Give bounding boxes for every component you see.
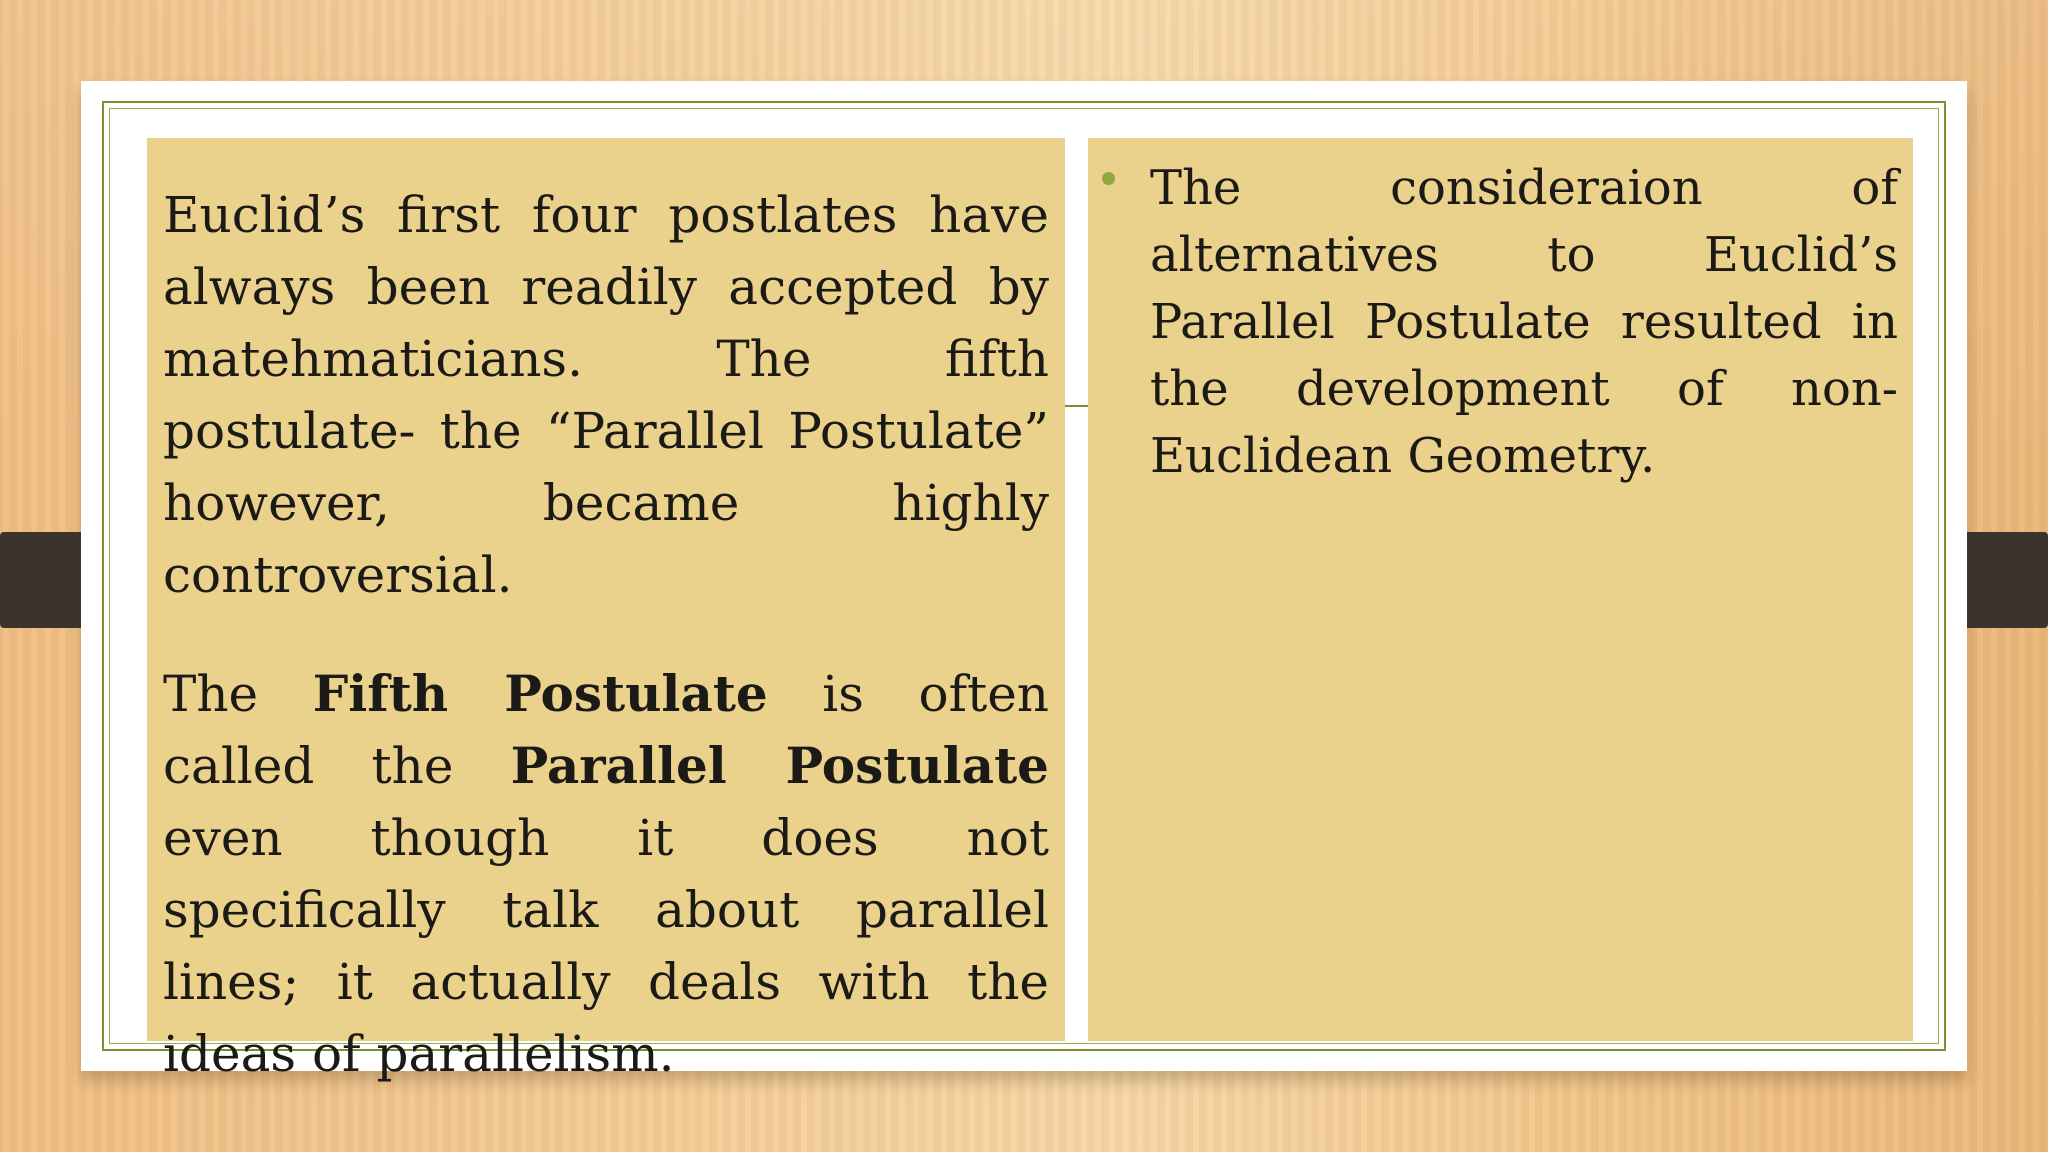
bold-term-parallel-postulate: Parallel Postulate bbox=[510, 736, 1049, 795]
paragraph-text-part: even though it does not specifically talk about parallel lines; it actually deals with the ideas of parallelism. bbox=[163, 809, 1049, 1083]
right-text-panel bbox=[1088, 138, 1913, 1041]
slide-card bbox=[81, 81, 1967, 1083]
paragraph-text-part: The bbox=[163, 665, 313, 723]
left-text-panel bbox=[147, 138, 1065, 1083]
paragraph-first-four-postulates: Euclid’s first four postlates have always been readily accepted by matehmaticians. The fifth postulate- the “Parallel Postulate” however, became highly controversial. bbox=[163, 186, 1049, 604]
bullet-text: The consideraion of alternatives to Euclid’s Parallel Postulate resulted in the development of non-Euclidean Geometry. bbox=[1150, 160, 1898, 484]
bullet-list-item bbox=[1102, 155, 1898, 490]
bullet-dot-icon bbox=[1102, 172, 1115, 185]
bold-term-fifth-postulate: Fifth Postulate bbox=[312, 664, 768, 723]
paragraph-text-part: is often called the bbox=[163, 665, 1049, 795]
paragraph-fifth-postulate bbox=[163, 658, 1049, 1090]
